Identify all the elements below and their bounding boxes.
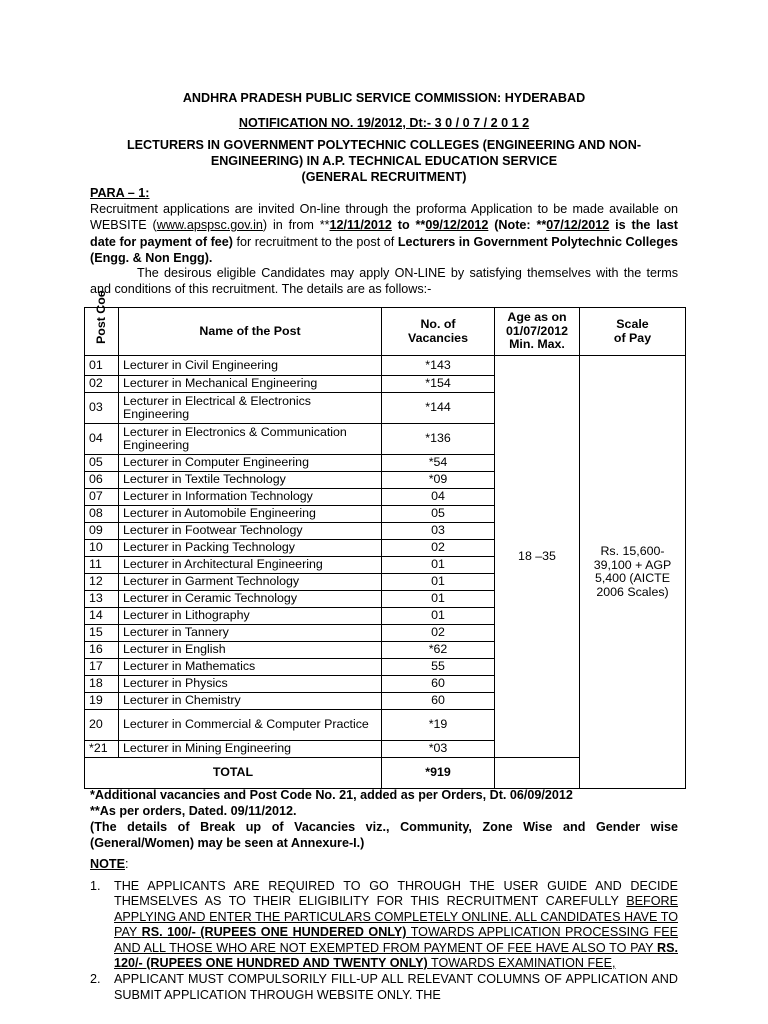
commission-title: ANDHRA PRADESH PUBLIC SERVICE COMMISSION: HYDERABAD	[182, 91, 586, 105]
post-code: 12	[85, 574, 119, 591]
post-title: Lecturer in Information Technology	[119, 489, 382, 506]
vacancy-count: *143	[382, 356, 495, 376]
post-code: 07	[85, 489, 119, 506]
vacancy-count: 01	[382, 574, 495, 591]
post-title: Lecturer in Mechanical Engineering	[119, 376, 382, 393]
note-item-1-underlined-3: TOWARDS EXAMINATION FEE,	[427, 956, 616, 971]
note-item-1-underlined-2: TOWARDS APPLICATION PROCESSING FEE AND ALL THOSE WHO ARE NOT EXEMPTED FROM PAYMENT OF FEE HAVE ALSO TO PAY	[114, 925, 678, 955]
vacancy-count: 60	[382, 693, 495, 710]
fee-last-date: 07/12/2012	[546, 218, 610, 233]
total-age-empty	[495, 758, 580, 789]
post-title: Lecturer in Commercial & Computer Practice	[119, 710, 382, 741]
processing-fee: RS. 100/- (RUPEES ONE HUNDERED ONLY)	[141, 925, 407, 940]
vacancy-count: 01	[382, 608, 495, 625]
post-code: 08	[85, 506, 119, 523]
header-age: Age as on 01/07/2012 Min. Max.	[495, 308, 580, 356]
vacancy-count: *54	[382, 455, 495, 472]
para1-text-3: to **	[391, 218, 426, 233]
age-range: 18 –35	[495, 356, 580, 758]
post-name: Lecturers in Government Polytechnic Colleges (Engg. & Non Engg).	[90, 234, 678, 265]
vacancy-count: *09	[382, 472, 495, 489]
post-title: Lecturer in Ceramic Technology	[119, 591, 382, 608]
note-item-2-text: APPLICANT MUST COMPULSORILY FILL-UP ALL RELEVANT COLUMNS OF APPLICATION AND SUBMIT APPLICATION THROUGH WEBSITE ONLY. THE	[114, 972, 678, 1002]
vacancy-count: *03	[382, 741, 495, 758]
post-code: 18	[85, 676, 119, 693]
post-title: Lecturer in Mining Engineering	[119, 741, 382, 758]
note-item-2	[90, 972, 678, 1003]
post-code: 01	[85, 356, 119, 376]
vacancy-count: 01	[382, 557, 495, 574]
note-item-number: 2.	[90, 972, 101, 987]
footnote-annexure: (The details of Break up of Vacancies viz., Community, Zone Wise and Gender wise (General/Women) may be seen at Annexure-I.)	[90, 820, 678, 850]
total-label: TOTAL	[85, 758, 382, 789]
recruitment-title-line3: (GENERAL RECRUITMENT)	[301, 170, 467, 184]
examination-fee: RS. 120/- (RUPEES ONE HUNDRED AND TWENTY ONLY)	[114, 940, 678, 971]
note-item-number: 1.	[90, 879, 101, 893]
post-title: Lecturer in Physics	[119, 676, 382, 693]
post-title: Lecturer in Architectural Engineering	[119, 557, 382, 574]
recruitment-title-line1: LECTURERS IN GOVERNMENT POLYTECHNIC COLLEGES (ENGINEERING AND NON-	[126, 138, 642, 152]
post-title: Lecturer in Electronics & Communication Engineering	[119, 424, 382, 455]
para1-text-2: ) in from **	[262, 218, 330, 233]
footnote-orders: **As per orders, Dated. 09/11/2012.	[90, 804, 297, 818]
post-title: Lecturer in Computer Engineering	[119, 455, 382, 472]
para1-text-4: (Note: **	[488, 218, 547, 233]
vacancy-count: 05	[382, 506, 495, 523]
post-code: 14	[85, 608, 119, 625]
note-list	[90, 879, 678, 1004]
note-heading	[90, 857, 678, 873]
note-colon: :	[124, 857, 129, 871]
vacancy-count: *144	[382, 393, 495, 424]
vacancy-count: *19	[382, 710, 495, 741]
date-from: 12/11/2012	[329, 218, 392, 233]
post-code: 19	[85, 693, 119, 710]
para1-eligibility: The desirous eligible Candidates may apply ON-LINE by satisfying themselves with the terms and conditions of this recruitment. The details are as follows:-	[90, 266, 678, 297]
footnote-additional-vacancies: *Additional vacancies and Post Code No. 21, added as per Orders, Dt. 06/09/2012	[90, 788, 573, 802]
header-scale: Scale of Pay	[580, 308, 686, 356]
vacancy-count: 04	[382, 489, 495, 506]
note-item-1-underlined-1: BEFORE APPLYING AND ENTER THE PARTICULARS COMPLETELY ONLINE. ALL CANDIDATES HAVE TO PAY	[114, 894, 678, 940]
vacancy-count: 01	[382, 591, 495, 608]
para1-body	[90, 201, 678, 266]
para1-text-6: for recruitment to the post of	[232, 234, 398, 249]
post-code: 06	[85, 472, 119, 489]
post-code: 03	[85, 393, 119, 424]
header-post-code: Post Coe	[85, 308, 119, 356]
website-link[interactable]: www.apspsc.gov.in	[156, 218, 263, 233]
table-row	[85, 356, 686, 376]
post-code: 02	[85, 376, 119, 393]
post-title: Lecturer in Chemistry	[119, 693, 382, 710]
post-code: 20	[85, 710, 119, 741]
para1-heading: PARA – 1:	[90, 186, 150, 200]
post-code: *21	[85, 741, 119, 758]
scale-of-pay: Rs. 15,600-39,100 + AGP 5,400 (AICTE 2006 Scales)	[580, 356, 686, 789]
note-item-1	[90, 879, 678, 971]
post-title: Lecturer in Packing Technology	[119, 540, 382, 557]
vacancy-count: 02	[382, 625, 495, 642]
notification-number: NOTIFICATION NO. 19/2012, Dt:- 3 0 / 0 7 / 2 0 1 2	[238, 116, 530, 130]
post-code: 17	[85, 659, 119, 676]
post-title: Lecturer in English	[119, 642, 382, 659]
vacancy-count: *136	[382, 424, 495, 455]
post-title: Lecturer in Tannery	[119, 625, 382, 642]
note-label: NOTE	[90, 857, 125, 871]
post-code: 13	[85, 591, 119, 608]
total-vacancies: *919	[382, 758, 495, 789]
post-code: 04	[85, 424, 119, 455]
post-title: Lecturer in Electrical & Electronics Engineering	[119, 393, 382, 424]
note-item-1-text: THE APPLICANTS ARE REQUIRED TO GO THROUGH THE USER GUIDE AND DECIDE THEMSELVES AS TO THEIR ELIGIBILITY FOR THIS RECRUITMENT CAREFULLY	[114, 879, 678, 909]
vacancy-count: 60	[382, 676, 495, 693]
vacancy-count: *62	[382, 642, 495, 659]
post-title: Lecturer in Footwear Technology	[119, 523, 382, 540]
header-post-name: Name of the Post	[119, 308, 382, 356]
post-code: 15	[85, 625, 119, 642]
vacancy-count: 02	[382, 540, 495, 557]
post-code: 16	[85, 642, 119, 659]
post-title: Lecturer in Textile Technology	[119, 472, 382, 489]
vacancy-count: 55	[382, 659, 495, 676]
post-code: 09	[85, 523, 119, 540]
para1-text-5: is the last date for payment of fee)	[90, 218, 679, 249]
vacancy-count: 03	[382, 523, 495, 540]
recruitment-title-line2: ENGINEERING) IN A.P. TECHNICAL EDUCATION SERVICE	[210, 154, 558, 168]
post-title: Lecturer in Lithography	[119, 608, 382, 625]
post-title: Lecturer in Civil Engineering	[119, 356, 382, 376]
post-title: Lecturer in Automobile Engineering	[119, 506, 382, 523]
post-code: 10	[85, 540, 119, 557]
header-vacancies: No. of Vacancies	[382, 308, 495, 356]
post-code: 11	[85, 557, 119, 574]
post-title: Lecturer in Mathematics	[119, 659, 382, 676]
vacancy-count: *154	[382, 376, 495, 393]
post-code: 05	[85, 455, 119, 472]
post-title: Lecturer in Garment Technology	[119, 574, 382, 591]
date-to: 09/12/2012	[425, 218, 489, 233]
para1-text-1: Recruitment applications are invited On-line through the proforma Application to be made available on WEBSITE (	[90, 202, 678, 233]
vacancy-table	[84, 290, 686, 789]
